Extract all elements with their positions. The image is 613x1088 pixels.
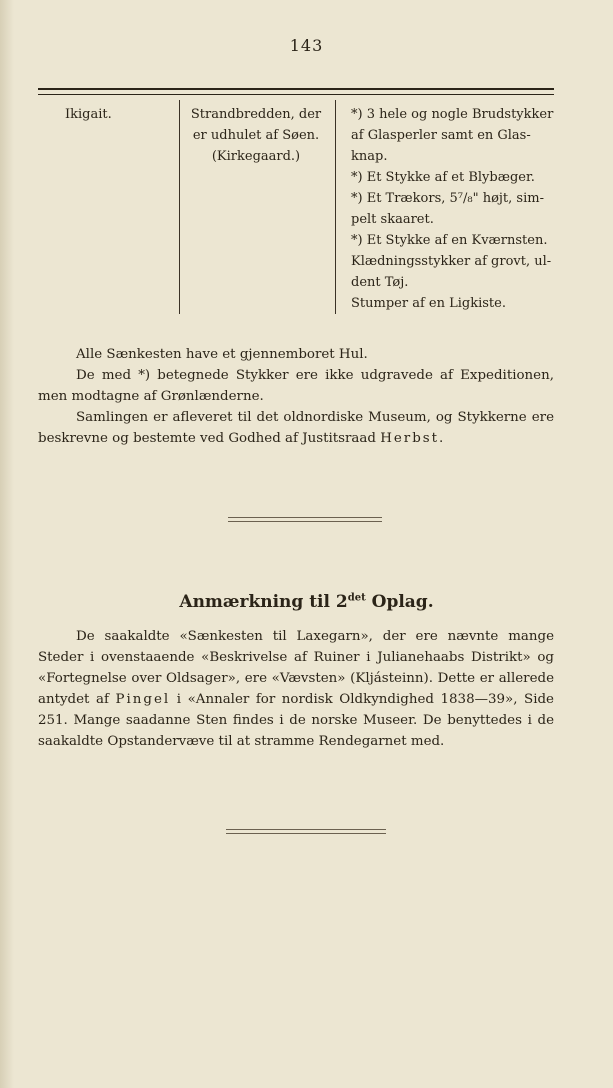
site-line: er udhulet af Søen.	[192, 128, 320, 143]
appendix-heading	[0, 592, 613, 612]
heading-text: Oplag.	[365, 592, 434, 612]
item-line: af Glasperler samt en Glas-	[351, 128, 531, 143]
note-paragraph	[38, 407, 554, 449]
appendix-body	[38, 626, 554, 752]
end-separator	[226, 829, 386, 834]
note-text: Samlingen er afleveret til det oldnordiske Museum, og Stykkerne ere beskrevne og bestemte ved Godhed af Justitsraad	[38, 410, 554, 446]
heading-superscript: det	[347, 592, 366, 604]
column-divider	[335, 100, 336, 314]
location-cell: Ikigait.	[65, 107, 112, 122]
page-spine-shadow	[0, 0, 14, 1088]
section-separator	[228, 517, 382, 522]
item-line: Klædningsstykker af grovt, ul-	[351, 254, 552, 269]
item-line: *) Et Trækors, 5⁷/₈" højt, sim-	[351, 191, 544, 206]
appendix-text: De saakaldte «Sænkesten til Laxegarn», der ere nævnte mange Steder i ovenstaaende «Beskrivelse af Ruiner i Julianehaabs Distrikt» og «Fortegnelse over Oldsager», ere «Vævsten» (Kljásteinn). Dette er allerede antydet af	[38, 629, 554, 707]
item-line: Stumper af en Ligkiste.	[351, 296, 506, 311]
item-line: knap.	[351, 149, 388, 164]
person-name: Herbst.	[380, 431, 446, 446]
appendix-text: i «Annaler for nordisk Oldkyndighed 1838—39», Side 251. Mange saadanne Sten findes i de norske Museer. De benyttedes i de saakaldte Opstandervæve til at stramme Rendegarnet med.	[38, 692, 554, 749]
site-line: (Kirkegaard.)	[211, 149, 301, 164]
item-line: dent Tøj.	[351, 275, 409, 290]
item-line: *) Et Stykke af en Kværnsten.	[351, 233, 548, 248]
column-divider	[179, 100, 180, 314]
appendix-paragraph	[38, 626, 554, 752]
item-line: *) 3 hele og nogle Brudstykker	[351, 107, 554, 122]
person-name: Pingel	[115, 692, 171, 707]
page-number: 143	[289, 36, 324, 55]
site-line: Strandbredden, der	[190, 107, 322, 122]
note-paragraph: Alle Sænkesten have et gjennemboret Hul.	[76, 347, 368, 362]
heading-text: Anmærkning til 2	[179, 592, 348, 612]
items-cell	[351, 104, 557, 314]
notes-block	[38, 344, 554, 449]
site-cell	[184, 104, 328, 167]
item-line: pelt skaaret.	[351, 212, 434, 227]
note-paragraph: De med *) betegnede Stykker ere ikke udgravede af Expeditionen, men modtagne af Grønlænderne.	[38, 368, 554, 404]
header-rule	[38, 88, 554, 95]
item-line: *) Et Stykke af et Blybæger.	[351, 170, 535, 185]
